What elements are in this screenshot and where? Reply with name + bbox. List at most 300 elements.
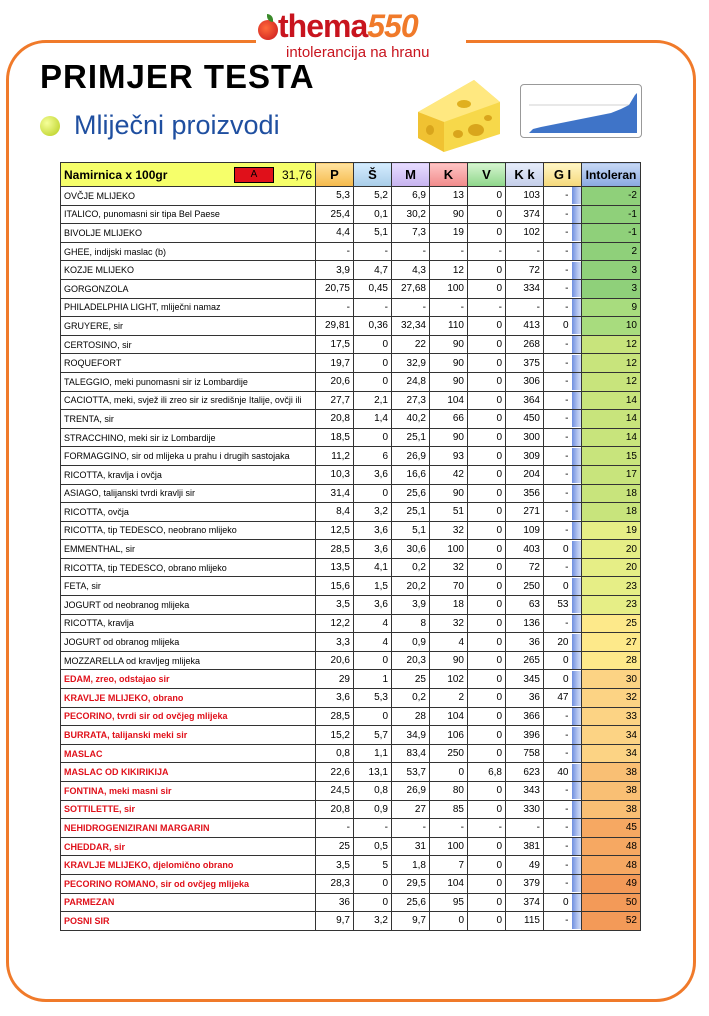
- cell-s: 3,2: [354, 912, 392, 931]
- cell-intolerance: 9: [582, 298, 641, 317]
- gradient-bar: [572, 298, 582, 317]
- cell-intolerance: 30: [582, 670, 641, 689]
- table-row: [61, 521, 641, 540]
- cell-v: 0: [468, 335, 506, 354]
- header-m: M: [392, 163, 430, 187]
- table-row: [61, 577, 641, 596]
- cell-kk: 102: [506, 224, 544, 243]
- cell-s: 3,2: [354, 503, 392, 522]
- cell-food-name: PARMEZAN: [61, 893, 316, 912]
- cell-k: 102: [430, 670, 468, 689]
- table-row: [61, 298, 641, 317]
- cell-food-name: JOGURT od neobranog mlijeka: [61, 596, 316, 615]
- cell-v: 0: [468, 558, 506, 577]
- cell-food-name: GORGONZOLA: [61, 279, 316, 298]
- cell-intolerance: 14: [582, 391, 641, 410]
- cell-v: 0: [468, 800, 506, 819]
- cell-m: 26,9: [392, 447, 430, 466]
- cell-s: -: [354, 242, 392, 261]
- cell-food-name: PECORINO ROMANO, sir od ovčjeg mlijeka: [61, 874, 316, 893]
- cell-kk: 413: [506, 317, 544, 336]
- cell-v: 0: [468, 893, 506, 912]
- cell-s: 13,1: [354, 763, 392, 782]
- cell-v: 0: [468, 224, 506, 243]
- cell-kk: 36: [506, 689, 544, 708]
- cell-s: 0,9: [354, 800, 392, 819]
- cell-intolerance: 10: [582, 317, 641, 336]
- cell-v: 0: [468, 465, 506, 484]
- cell-k: 95: [430, 893, 468, 912]
- table-header-row: [61, 163, 641, 187]
- cell-v: 0: [468, 577, 506, 596]
- gradient-bar: [572, 856, 582, 875]
- cell-m: 53,7: [392, 763, 430, 782]
- cell-gi: -: [544, 242, 572, 261]
- gradient-bar: [572, 893, 582, 912]
- table-row: [61, 912, 641, 931]
- page-title: PRIMJER TESTA: [40, 58, 315, 95]
- cell-p: 29,81: [316, 317, 354, 336]
- cell-k: 93: [430, 447, 468, 466]
- cell-intolerance: 14: [582, 428, 641, 447]
- cell-gi: 0: [544, 540, 572, 559]
- cell-food-name: POSNI SIR: [61, 912, 316, 931]
- cell-gi: -: [544, 205, 572, 224]
- logo-wordmark: thema550: [278, 8, 418, 44]
- cell-food-name: PECORINO, tvrdi sir od ovčjeg mlijeka: [61, 707, 316, 726]
- table-row: [61, 484, 641, 503]
- cell-s: 0: [354, 484, 392, 503]
- cell-k: 66: [430, 410, 468, 429]
- cell-food-name: OVČJE MLIJEKO: [61, 187, 316, 206]
- cell-gi: -: [544, 484, 572, 503]
- cell-kk: 381: [506, 837, 544, 856]
- cell-s: 4: [354, 614, 392, 633]
- cell-p: 20,75: [316, 279, 354, 298]
- cell-s: 1,4: [354, 410, 392, 429]
- cell-food-name: TRENTA, sir: [61, 410, 316, 429]
- cell-p: 22,6: [316, 763, 354, 782]
- cell-gi: -: [544, 354, 572, 373]
- cell-food-name: BURRATA, talijanski meki sir: [61, 726, 316, 745]
- gradient-bar: [572, 410, 582, 429]
- cell-kk: 379: [506, 874, 544, 893]
- apple-icon: [258, 20, 278, 40]
- cell-p: 36: [316, 893, 354, 912]
- cell-p: 20,6: [316, 372, 354, 391]
- cell-v: 0: [468, 874, 506, 893]
- cell-m: -: [392, 242, 430, 261]
- cell-m: -: [392, 298, 430, 317]
- cell-m: -: [392, 819, 430, 838]
- table-row: [61, 224, 641, 243]
- cell-kk: 250: [506, 577, 544, 596]
- cell-gi: -: [544, 279, 572, 298]
- cell-food-name: RICOTTA, kravlja: [61, 614, 316, 633]
- cell-p: 3,5: [316, 856, 354, 875]
- gradient-bar: [572, 577, 582, 596]
- cell-kk: 345: [506, 670, 544, 689]
- cell-gi: -: [544, 465, 572, 484]
- cell-p: 25,4: [316, 205, 354, 224]
- cell-p: 12,5: [316, 521, 354, 540]
- cell-v: 0: [468, 596, 506, 615]
- cell-gi: 0: [544, 317, 572, 336]
- cell-k: 32: [430, 558, 468, 577]
- cell-intolerance: -2: [582, 187, 641, 206]
- cell-v: 0: [468, 689, 506, 708]
- cell-k: -: [430, 298, 468, 317]
- cell-p: 24,5: [316, 782, 354, 801]
- cell-food-name: GHEE, indijski maslac (b): [61, 242, 316, 261]
- badge-value: 31,76: [281, 167, 312, 182]
- cell-gi: -: [544, 726, 572, 745]
- cell-k: 32: [430, 521, 468, 540]
- cell-k: 42: [430, 465, 468, 484]
- gradient-bar: [572, 837, 582, 856]
- cell-p: 28,5: [316, 707, 354, 726]
- gradient-bar: [572, 670, 582, 689]
- table-row: [61, 372, 641, 391]
- thema550-logo: [256, 8, 466, 60]
- cell-p: 11,2: [316, 447, 354, 466]
- cell-s: 0: [354, 335, 392, 354]
- cell-s: 1,5: [354, 577, 392, 596]
- cell-food-name: TALEGGIO, meki punomasni sir iz Lombardije: [61, 372, 316, 391]
- cell-v: 0: [468, 782, 506, 801]
- cell-kk: 204: [506, 465, 544, 484]
- cell-gi: -: [544, 856, 572, 875]
- cell-k: 0: [430, 763, 468, 782]
- cell-p: -: [316, 298, 354, 317]
- cell-kk: 375: [506, 354, 544, 373]
- gradient-bar: [572, 800, 582, 819]
- cell-k: 104: [430, 874, 468, 893]
- cell-v: 0: [468, 726, 506, 745]
- cell-k: 80: [430, 782, 468, 801]
- gradient-bar: [572, 521, 582, 540]
- table-row: [61, 391, 641, 410]
- gradient-bar: [572, 558, 582, 577]
- cell-gi: -: [544, 837, 572, 856]
- cell-k: -: [430, 819, 468, 838]
- cell-m: 29,5: [392, 874, 430, 893]
- cell-gi: -: [544, 447, 572, 466]
- cell-v: 0: [468, 856, 506, 875]
- table-row: [61, 707, 641, 726]
- cell-p: 29: [316, 670, 354, 689]
- cell-gi: -: [544, 819, 572, 838]
- cell-kk: 136: [506, 614, 544, 633]
- cell-gi: -: [544, 187, 572, 206]
- gradient-bar: [572, 540, 582, 559]
- cell-gi: -: [544, 372, 572, 391]
- gradient-bar: [572, 187, 582, 206]
- cell-p: 15,6: [316, 577, 354, 596]
- cell-p: 12,2: [316, 614, 354, 633]
- gradient-bar: [572, 503, 582, 522]
- cell-gi: -: [544, 874, 572, 893]
- cell-intolerance: 52: [582, 912, 641, 931]
- cell-k: 0: [430, 912, 468, 931]
- cell-kk: 109: [506, 521, 544, 540]
- cell-kk: 364: [506, 391, 544, 410]
- cell-intolerance: 19: [582, 521, 641, 540]
- logo-tagline: intolerancija na hranu: [286, 44, 430, 61]
- cell-gi: -: [544, 503, 572, 522]
- cell-gi: -: [544, 614, 572, 633]
- cell-kk: 36: [506, 633, 544, 652]
- cell-s: -: [354, 819, 392, 838]
- cell-m: 16,6: [392, 465, 430, 484]
- cell-m: 28: [392, 707, 430, 726]
- cell-k: 100: [430, 540, 468, 559]
- cell-gi: -: [544, 707, 572, 726]
- header-s: Š: [354, 163, 392, 187]
- cell-k: 104: [430, 707, 468, 726]
- cheese-icon: [414, 72, 504, 157]
- cell-gi: -: [544, 800, 572, 819]
- cell-kk: 268: [506, 335, 544, 354]
- cell-m: 9,7: [392, 912, 430, 931]
- table-row: [61, 187, 641, 206]
- cell-intolerance: 18: [582, 503, 641, 522]
- cell-food-name: BIVOLJE MLIJEKO: [61, 224, 316, 243]
- cell-k: 19: [430, 224, 468, 243]
- cell-p: 3,3: [316, 633, 354, 652]
- cell-kk: 271: [506, 503, 544, 522]
- cell-m: 25: [392, 670, 430, 689]
- cell-intolerance: 12: [582, 335, 641, 354]
- cell-m: 26,9: [392, 782, 430, 801]
- cell-kk: -: [506, 242, 544, 261]
- cell-m: 22: [392, 335, 430, 354]
- table-row: [61, 689, 641, 708]
- cell-k: 32: [430, 614, 468, 633]
- cell-m: 4,3: [392, 261, 430, 280]
- badge-letter: A: [234, 167, 274, 183]
- cell-v: 0: [468, 428, 506, 447]
- cell-kk: 103: [506, 187, 544, 206]
- cell-food-name: KRAVLJE MLIJEKO, djelomično obrano: [61, 856, 316, 875]
- cell-food-name: SOTTILETTE, sir: [61, 800, 316, 819]
- cell-m: 8: [392, 614, 430, 633]
- cell-v: 0: [468, 205, 506, 224]
- cell-intolerance: 12: [582, 354, 641, 373]
- cell-s: 5,3: [354, 689, 392, 708]
- table-row: [61, 279, 641, 298]
- cell-m: 25,6: [392, 893, 430, 912]
- cell-p: 20,6: [316, 651, 354, 670]
- cell-s: 0: [354, 372, 392, 391]
- cell-intolerance: 38: [582, 782, 641, 801]
- cell-v: 0: [468, 521, 506, 540]
- cell-kk: 403: [506, 540, 544, 559]
- cell-s: 0,8: [354, 782, 392, 801]
- cell-gi: -: [544, 521, 572, 540]
- cell-m: 24,8: [392, 372, 430, 391]
- table-row: [61, 614, 641, 633]
- cell-s: 5,1: [354, 224, 392, 243]
- cell-p: 3,6: [316, 689, 354, 708]
- cell-k: 90: [430, 484, 468, 503]
- cell-food-name: NEHIDROGENIZIRANI MARGARIN: [61, 819, 316, 838]
- cell-v: 0: [468, 317, 506, 336]
- cell-k: 12: [430, 261, 468, 280]
- cell-m: 3,9: [392, 596, 430, 615]
- cell-m: 83,4: [392, 744, 430, 763]
- cell-food-name: JOGURT od obranog mlijeka: [61, 633, 316, 652]
- gradient-bar: [572, 391, 582, 410]
- cell-s: 1: [354, 670, 392, 689]
- cell-gi: 0: [544, 577, 572, 596]
- cell-gi: 0: [544, 893, 572, 912]
- cell-p: 28,3: [316, 874, 354, 893]
- cell-k: 90: [430, 335, 468, 354]
- header-gi: G I: [544, 163, 582, 187]
- table-body: [61, 187, 641, 931]
- cell-k: 106: [430, 726, 468, 745]
- table-row: [61, 726, 641, 745]
- cell-v: 0: [468, 744, 506, 763]
- gradient-bar: [572, 484, 582, 503]
- cell-s: 4: [354, 633, 392, 652]
- table-row: [61, 819, 641, 838]
- gradient-bar: [572, 689, 582, 708]
- table-row: [61, 447, 641, 466]
- cell-m: 25,6: [392, 484, 430, 503]
- cell-gi: -: [544, 391, 572, 410]
- section-subtitle: [40, 110, 280, 141]
- cell-kk: 343: [506, 782, 544, 801]
- table-row: [61, 205, 641, 224]
- cell-s: 0: [354, 893, 392, 912]
- gradient-bar: [572, 279, 582, 298]
- cell-k: 90: [430, 372, 468, 391]
- cell-v: 0: [468, 540, 506, 559]
- table-row: [61, 261, 641, 280]
- cell-v: 0: [468, 651, 506, 670]
- table-row: [61, 800, 641, 819]
- cell-p: 20,8: [316, 800, 354, 819]
- cell-k: 250: [430, 744, 468, 763]
- cell-food-name: FETA, sir: [61, 577, 316, 596]
- cell-p: 17,5: [316, 335, 354, 354]
- cell-v: 0: [468, 372, 506, 391]
- cell-m: 27,68: [392, 279, 430, 298]
- cell-intolerance: 12: [582, 372, 641, 391]
- cell-kk: 758: [506, 744, 544, 763]
- cell-v: 0: [468, 503, 506, 522]
- cell-m: 27,3: [392, 391, 430, 410]
- cell-kk: 396: [506, 726, 544, 745]
- gradient-bar: [572, 707, 582, 726]
- cell-v: 0: [468, 633, 506, 652]
- cell-gi: 0: [544, 651, 572, 670]
- cell-gi: -: [544, 298, 572, 317]
- cell-food-name: MASLAC OD KIKIRIKIJA: [61, 763, 316, 782]
- cell-k: 90: [430, 205, 468, 224]
- cell-m: 20,2: [392, 577, 430, 596]
- cell-intolerance: 38: [582, 763, 641, 782]
- cell-p: 10,3: [316, 465, 354, 484]
- cell-k: 104: [430, 391, 468, 410]
- cell-s: 5: [354, 856, 392, 875]
- header-p: P: [316, 163, 354, 187]
- gradient-bar: [572, 744, 582, 763]
- cell-m: 7,3: [392, 224, 430, 243]
- cell-m: 31: [392, 837, 430, 856]
- cell-m: 30,2: [392, 205, 430, 224]
- cell-v: 0: [468, 261, 506, 280]
- cell-food-name: FONTINA, meki masni sir: [61, 782, 316, 801]
- cell-v: 0: [468, 391, 506, 410]
- cell-m: 0,2: [392, 689, 430, 708]
- cell-p: -: [316, 819, 354, 838]
- cell-p: 25: [316, 837, 354, 856]
- table-row: [61, 242, 641, 261]
- cell-p: 3,5: [316, 596, 354, 615]
- cell-p: 27,7: [316, 391, 354, 410]
- cell-k: 2: [430, 689, 468, 708]
- cell-intolerance: 2: [582, 242, 641, 261]
- cell-v: -: [468, 819, 506, 838]
- gradient-bar: [572, 912, 582, 931]
- cell-kk: 374: [506, 205, 544, 224]
- cell-kk: 356: [506, 484, 544, 503]
- cell-gi: -: [544, 261, 572, 280]
- cell-food-name: ASIAGO, talijanski tvrdi kravlji sir: [61, 484, 316, 503]
- gradient-bar: [572, 317, 582, 336]
- table-row: [61, 837, 641, 856]
- table-row: [61, 335, 641, 354]
- cell-p: 0,8: [316, 744, 354, 763]
- cell-food-name: PHILADELPHIA LIGHT, mliječni namaz: [61, 298, 316, 317]
- cell-kk: 330: [506, 800, 544, 819]
- cell-gi: 0: [544, 670, 572, 689]
- cell-gi: 40: [544, 763, 572, 782]
- cell-kk: 265: [506, 651, 544, 670]
- table-row: [61, 354, 641, 373]
- cell-v: 0: [468, 484, 506, 503]
- table-row: [61, 540, 641, 559]
- table-row: [61, 465, 641, 484]
- cell-gi: -: [544, 335, 572, 354]
- cell-p: 15,2: [316, 726, 354, 745]
- cell-kk: -: [506, 298, 544, 317]
- cell-s: 0: [354, 651, 392, 670]
- cell-s: 0,5: [354, 837, 392, 856]
- cell-m: 1,8: [392, 856, 430, 875]
- cell-p: 9,7: [316, 912, 354, 931]
- cell-gi: 53: [544, 596, 572, 615]
- cell-k: 4: [430, 633, 468, 652]
- cell-intolerance: 45: [582, 819, 641, 838]
- cell-m: 30,6: [392, 540, 430, 559]
- cell-v: -: [468, 242, 506, 261]
- cell-k: 85: [430, 800, 468, 819]
- cell-v: 6,8: [468, 763, 506, 782]
- bullet-icon: [40, 116, 60, 136]
- gradient-bar: [572, 782, 582, 801]
- table-row: [61, 410, 641, 429]
- cell-gi: -: [544, 558, 572, 577]
- cell-gi: -: [544, 782, 572, 801]
- gradient-bar: [572, 242, 582, 261]
- cell-intolerance: 20: [582, 540, 641, 559]
- cell-v: 0: [468, 354, 506, 373]
- table-row: [61, 744, 641, 763]
